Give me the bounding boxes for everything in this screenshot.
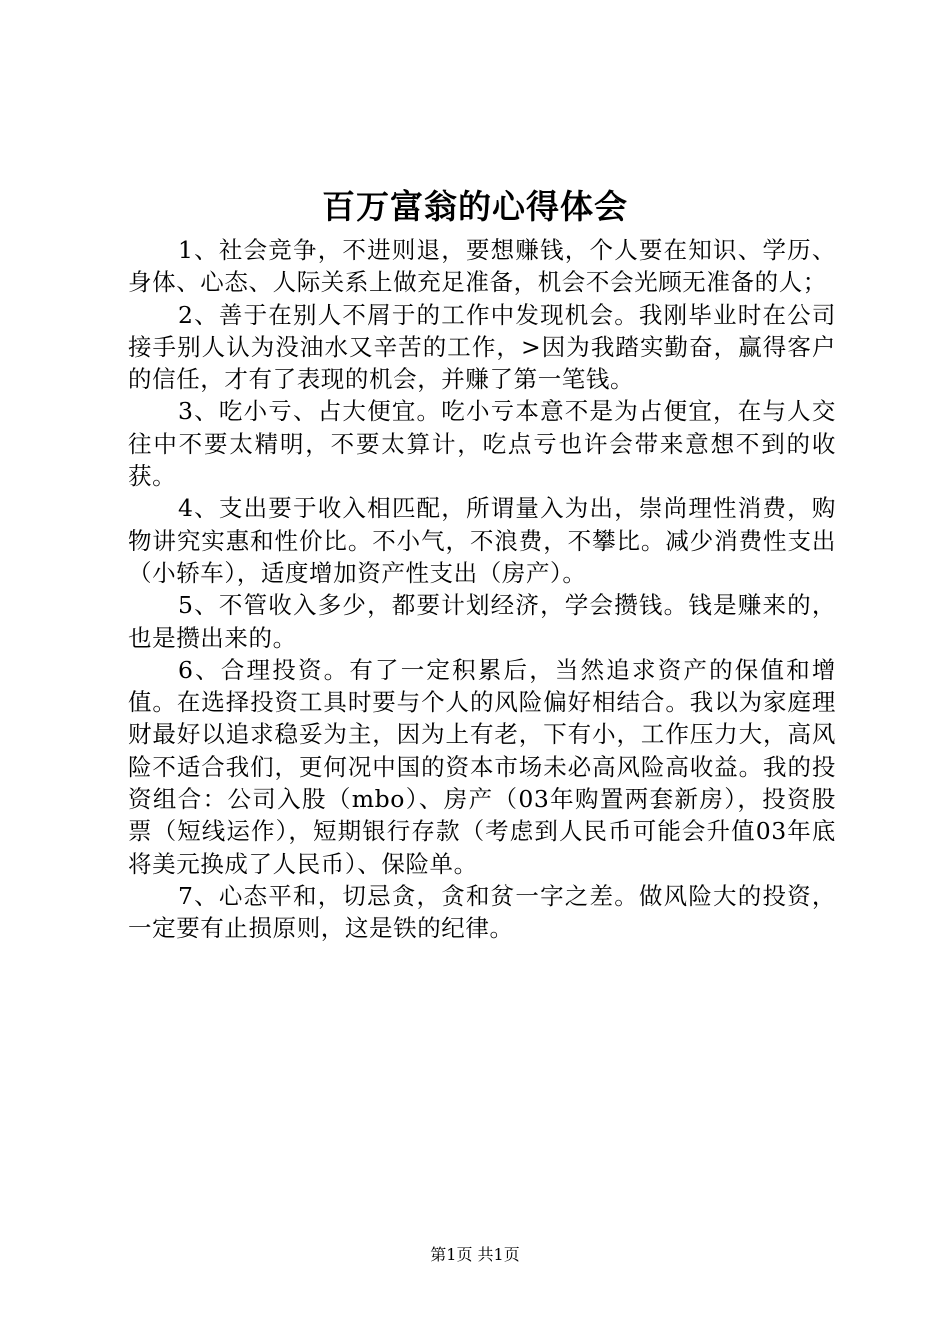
paragraph-6: 6、合理投资。有了一定积累后，当然追求资产的保值和增值。在选择投资工具时要与个人的风险偏好相结合。我以为家庭理财最好以追求稳妥为主，因为上有老，下有小，工作压力大，高风险不适合我们，更何况中国的资本市场未必高风险高收益。我的投资组合：公司入股（mbo）、房产（03年购置两套新房），投资股票（短线运作），短期银行存款（考虑到人民币可能会升值03年底将美元换成了人民币）、保险单。 — [128, 655, 836, 878]
paragraph-5: 5、不管收入多少，都要计划经济，学会攒钱。钱是赚来的，也是攒出来的。 — [128, 591, 836, 652]
document-body — [128, 234, 836, 945]
paragraph-7: 7、心态平和，切忌贪，贪和贫一字之差。做风险大的投资，一定要有止损原则，这是铁的纪律。 — [128, 881, 836, 943]
paragraph-4: 4、支出要于收入相匹配，所谓量入为出，崇尚理性消费，购物讲究实惠和性价比。不小气，不浪费，不攀比。减少消费性支出（小轿车），适度增加资产性支出（房产）。 — [128, 494, 836, 587]
document-title: 百万富翁的心得体会 — [322, 187, 628, 226]
paragraph-3: 3、吃小亏、占大便宜。吃小亏本意不是为占便宜，在与人交往中不要太精明，不要太算计，吃点亏也许会带来意想不到的收获。 — [128, 397, 836, 491]
page-footer: 第1页 共1页 — [430, 1245, 520, 1264]
paragraph-2: 2、善于在别人不屑于的工作中发现机会。我刚毕业时在公司接手别人认为没油水又辛苦的工作，>因为我踏实勤奋，赢得客户的信任，才有了表现的机会，并赚了第一笔钱。 — [128, 300, 836, 394]
paragraph-1: 1、社会竞争，不进则退，要想赚钱，个人要在知识、学历、身体、心态、人际关系上做充足准备，机会不会光顾无准备的人； — [128, 236, 836, 297]
